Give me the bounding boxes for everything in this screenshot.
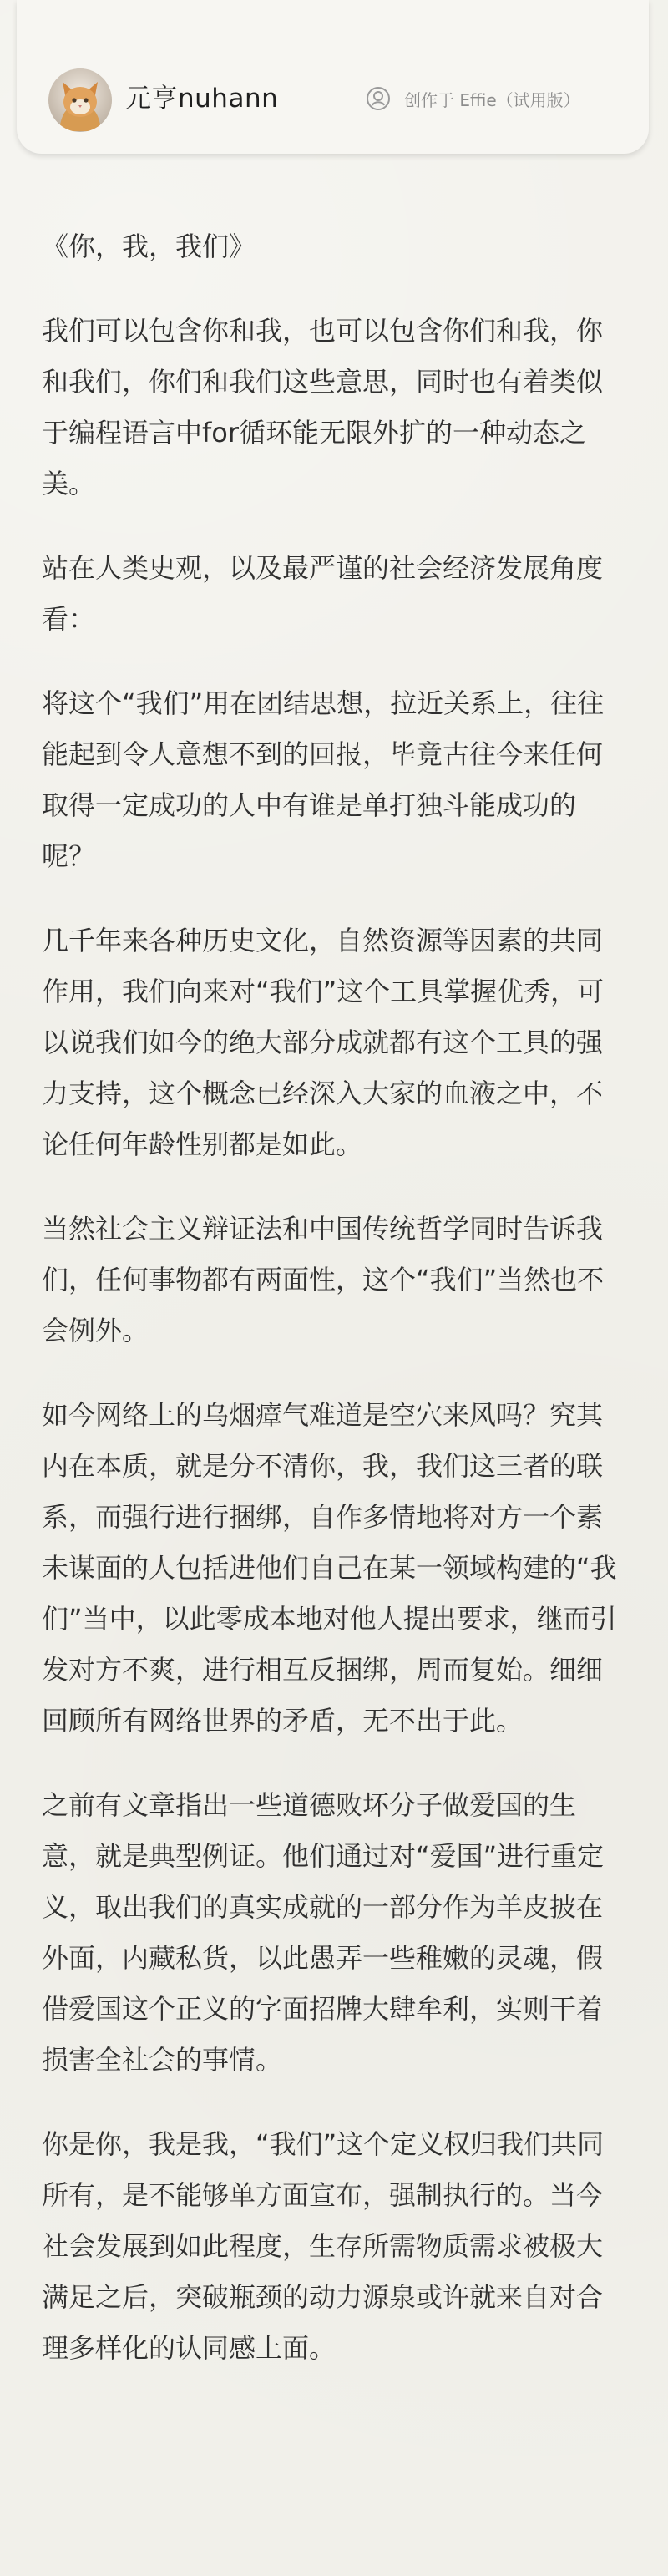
effie-logo-icon — [366, 86, 391, 111]
paragraph-4: 几千年来各种历史文化，自然资源等因素的共同作用，我们向来对“我们”这个工具掌握优秀，可以说我们如今的绝大部分成就都有这个工具的强力支持，这个概念已经深入大家的血液之中，不论任何年龄性别都是如此。 — [42, 925, 605, 1160]
cat-avatar-icon — [48, 68, 112, 132]
paragraph-1: 我们可以包含你和我，也可以包含你们和我，你和我们，你们和我们这些意思，同时也有着类似于编程语言中for循环能无限外扩的一种动态之美。 — [42, 315, 604, 499]
created-with-text: 创作于 Effie（试用版） — [404, 89, 580, 110]
paragraph-6: 如今网络上的乌烟瘴气难道是空穴来风吗？究其内在本质，就是分不清你，我，我们这三者的联系，而强行进行捆绑，自作多情地将对方一个素未谋面的人包括进他们自己在某一领域构建的“我们”当中，以此零成本地对他人提出要求，继而引发对方不爽，进行相互反捆绑，周而复始。细细回顾所有网络世界的矛盾，无不出于此。 — [42, 1399, 617, 1737]
article-title: 《你，我，我们》 — [42, 231, 256, 262]
paragraph-3: 将这个“我们”用在团结思想，拉近关系上，往往能起到令人意想不到的回报，毕竟古往今来任何取得一定成功的人中有谁是单打独斗能成功的呢？ — [42, 687, 605, 872]
created-with-effie — [366, 84, 580, 113]
avatar[interactable] — [48, 68, 112, 132]
author-name[interactable]: 元亨nuhann — [125, 84, 279, 114]
paragraph-5: 当然社会主义辩证法和中国传统哲学同时告诉我们，任何事物都有两面性，这个“我们”当然也不会例外。 — [42, 1213, 605, 1346]
article-content — [42, 221, 626, 2407]
paragraph-8: 你是你，我是我，“我们”这个定义权归我们共同所有，是不能够单方面宣布，强制执行的。当今社会发展到如此程度，生存所需物质需求被极大满足之后，突破瓶颈的动力源泉或许就来自对合理多样化的认同感上面。 — [42, 2128, 605, 2364]
author-header — [17, 0, 649, 154]
paragraph-2: 站在人类史观，以及最严谨的社会经济发展角度看： — [42, 552, 604, 635]
paragraph-7: 之前有文章指出一些道德败坏分子做爱国的生意，就是典型例证。他们通过对“爱国”进行重定义，取出我们的真实成就的一部分作为羊皮披在外面，内藏私货，以此愚弄一些稚嫩的灵魂，假借爱国这个正义的字面招牌大肆牟利，实则干着损害全社会的事情。 — [42, 1789, 605, 2076]
